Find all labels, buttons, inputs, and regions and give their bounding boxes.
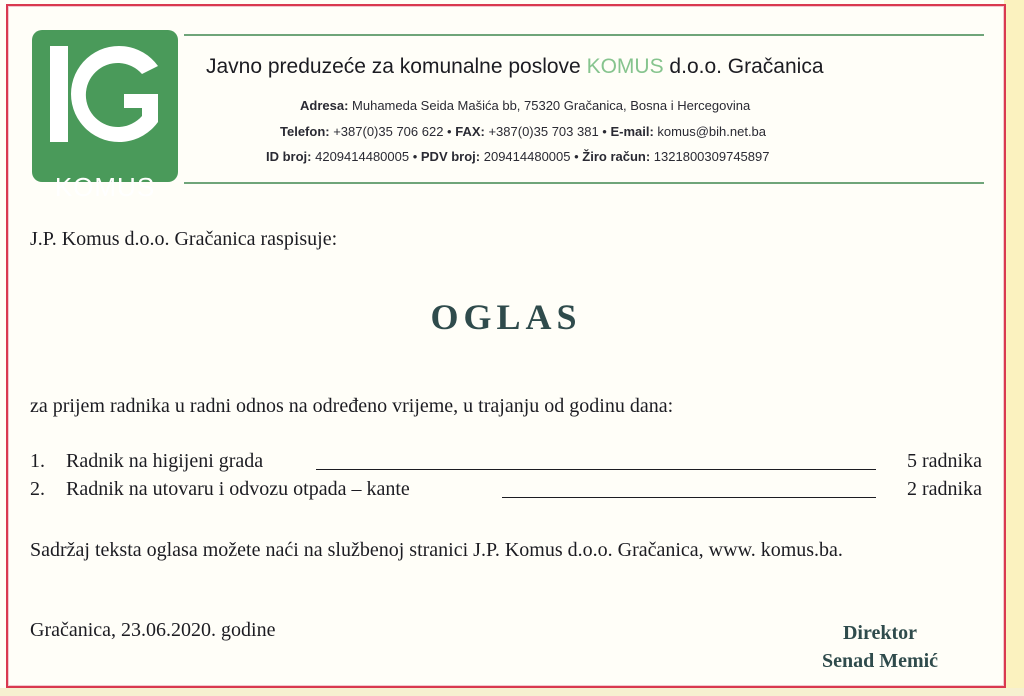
kg-logo-icon: [32, 30, 178, 182]
fax-value: +387(0)35 703 381 •: [484, 124, 611, 139]
job-number: 1.: [30, 450, 45, 472]
signature-block: [790, 619, 970, 675]
company-name: [206, 55, 986, 79]
job-label: Radnik na utovaru i odvozu otpada – kante: [66, 478, 410, 500]
email-value: komus@bih.net.ba: [653, 124, 767, 139]
account-value: 1321800309745897: [650, 149, 770, 164]
signature-name: Senad Memić: [821, 650, 939, 672]
issue-date: Gračanica, 23.06.2020. godine: [30, 619, 276, 641]
address-value: Muhameda Seida Mašića bb, 75320 Gračanica, Bosna i Hercegovina: [348, 98, 751, 113]
page-edge-yellow: [1004, 0, 1024, 696]
job-number: 2.: [30, 478, 45, 500]
notice-title: OGLAS: [430, 297, 582, 337]
signature-role: Direktor: [842, 622, 918, 644]
job-item: [30, 450, 982, 476]
company-suffix: d.o.o. Gračanica: [663, 55, 824, 78]
company-prefix: Javno preduzeće za komunalne poslove: [206, 55, 587, 78]
email-label: E-mail:: [610, 124, 654, 139]
header-rule-top: [184, 34, 984, 36]
leader-line: [316, 469, 876, 470]
phone-value: +387(0)35 706 622 •: [329, 124, 456, 139]
job-count: 2 radnika: [907, 478, 982, 500]
job-item: [30, 478, 982, 504]
logo-text: KOMUS: [54, 172, 156, 202]
header-rule-bottom: [184, 182, 984, 184]
contact-line: [280, 124, 980, 139]
pdv-value: 209414480005 •: [480, 149, 583, 164]
pdv-label: PDV broj:: [420, 149, 481, 164]
website-note: Sadržaj teksta oglasa možete naći na službenoj stranici J.P. Komus d.o.o. Gračanica, www. komus.ba.: [30, 539, 843, 561]
job-label: Radnik na higijeni grada: [66, 450, 264, 472]
registration-line: [266, 149, 966, 164]
id-value: 4209414480005 •: [311, 149, 421, 164]
job-count: 5 radnika: [907, 450, 982, 472]
intro-text: J.P. Komus d.o.o. Gračanica raspisuje:: [30, 228, 338, 250]
id-label: ID broj:: [266, 149, 312, 164]
phone-label: Telefon:: [280, 124, 330, 139]
leader-line: [502, 497, 876, 498]
company-brand: KOMUS: [586, 55, 664, 78]
fax-label: FAX:: [455, 124, 485, 139]
purpose-text: za prijem radnika u radni odnos na određeno vrijeme, u trajanju od godinu dana:: [30, 395, 674, 417]
page-edge-bottom: [0, 688, 1024, 696]
komus-logo: [32, 30, 178, 202]
address-label: Adresa:: [300, 98, 349, 113]
account-label: Žiro račun:: [582, 149, 651, 164]
address-line: [300, 98, 1000, 113]
